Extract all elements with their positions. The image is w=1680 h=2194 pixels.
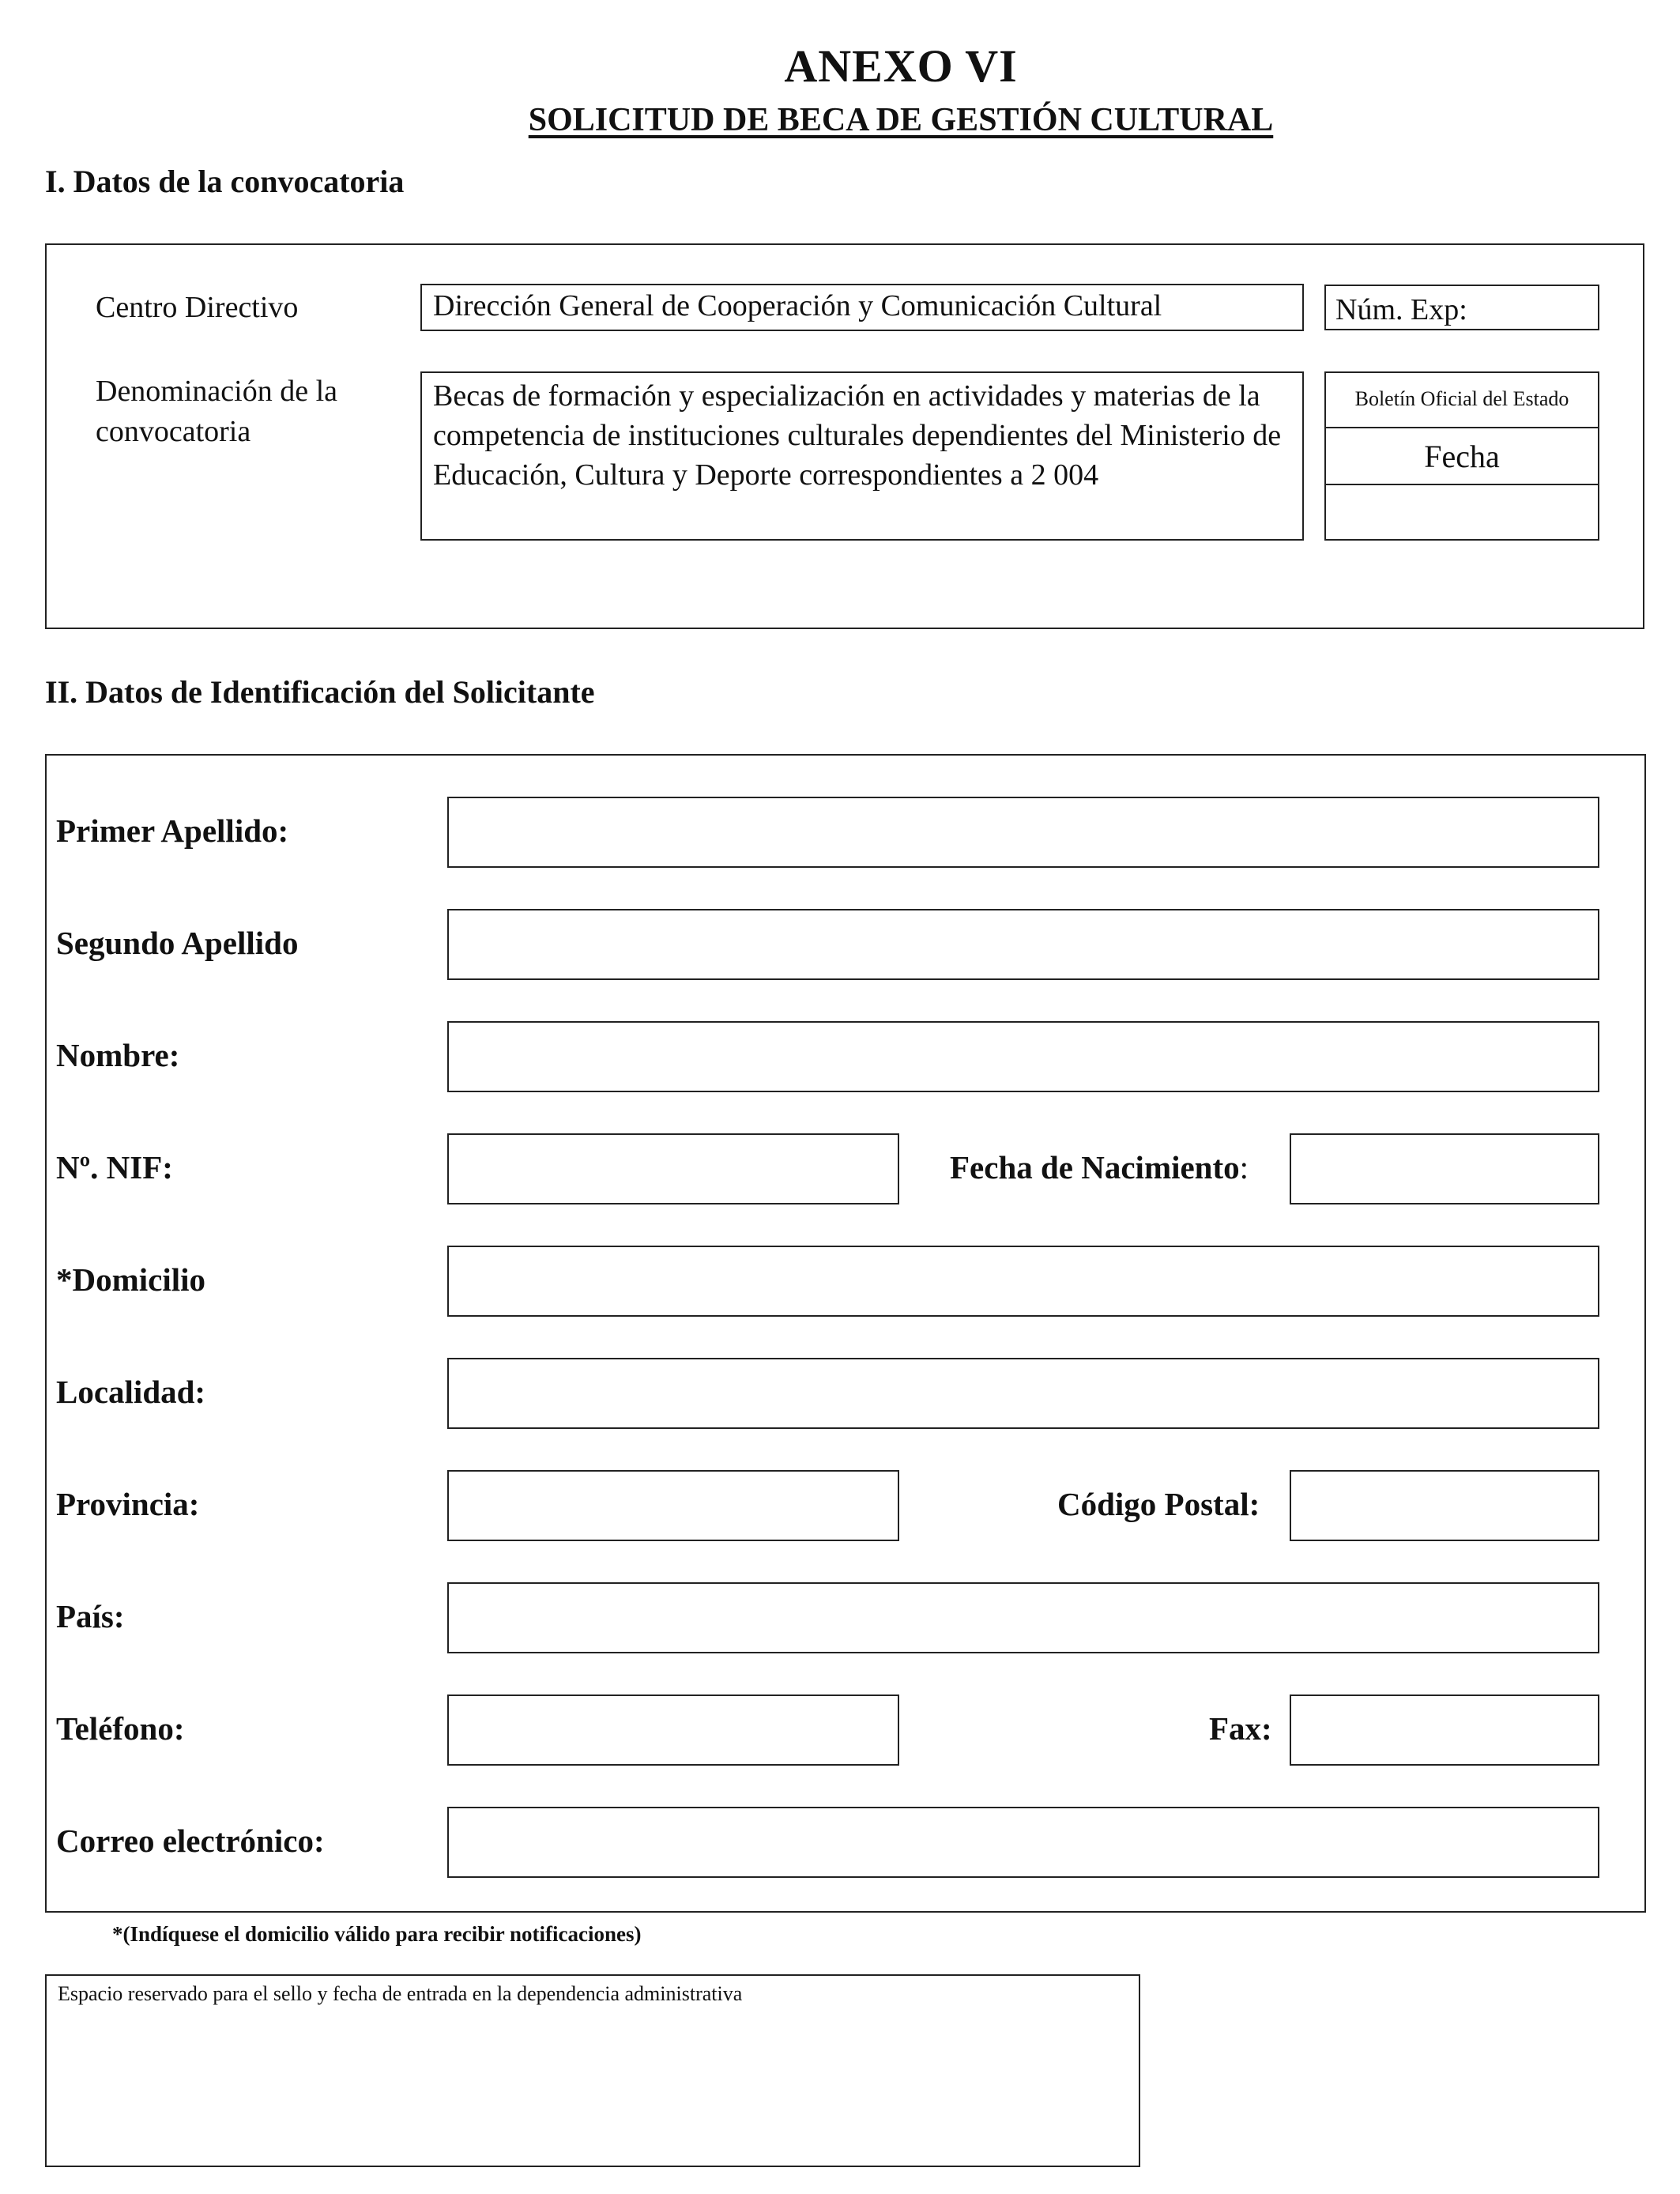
primer-apellido-input[interactable] (447, 797, 1599, 868)
domicilio-label: *Domicilio (56, 1261, 206, 1298)
telefono-input[interactable] (447, 1695, 899, 1766)
pais-label: País: (56, 1598, 125, 1634)
fecha-nacimiento-input[interactable] (1290, 1133, 1599, 1204)
denominacion-value: Becas de formación y especialización en actividades y materias de la competencia de instituciones culturales dependientes del Ministerio de Educación, Cultura y Deporte correspondientes a 2 004 (420, 371, 1304, 541)
fecha-nacimiento-colon: : (1239, 1149, 1249, 1186)
localidad-input[interactable] (447, 1358, 1599, 1429)
fax-input[interactable] (1290, 1695, 1599, 1766)
domicilio-footnote: *(Indíquese el domicilio válido para recibir notificaciones) (112, 1922, 642, 1946)
section-1-heading: I. Datos de la convocatoria (45, 164, 405, 199)
nif-label: Nº. NIF: (56, 1149, 173, 1186)
fecha-nacimiento-label (950, 1148, 1249, 1186)
boe-box (1324, 371, 1599, 541)
fax-label: Fax: (1209, 1710, 1272, 1747)
localidad-label: Localidad: (56, 1374, 206, 1410)
nombre-input[interactable] (447, 1021, 1599, 1092)
codigo-postal-label: Código Postal: (1057, 1486, 1260, 1522)
primer-apellido-label: Primer Apellido: (56, 812, 289, 849)
boe-fecha-input[interactable] (1329, 488, 1598, 537)
document-subtitle: SOLICITUD DE BECA DE GESTIÓN CULTURAL (528, 102, 1274, 138)
fecha-nacimiento-text: Fecha de Nacimiento (950, 1149, 1240, 1186)
centro-directivo-value: Dirección General de Cooperación y Comunicación Cultural (420, 284, 1304, 331)
nif-input[interactable] (447, 1133, 899, 1204)
domicilio-input[interactable] (447, 1246, 1599, 1317)
boe-label: Boletín Oficial del Estado (1354, 387, 1569, 410)
stamp-box (45, 1974, 1140, 2167)
boe-divider (1326, 484, 1598, 485)
centro-directivo-label: Centro Directivo (96, 291, 299, 324)
boe-fecha-label: Fecha (1424, 439, 1500, 474)
nombre-label: Nombre: (56, 1037, 180, 1073)
stamp-box-label: Espacio reservado para el sello y fecha de entrada en la dependencia administrativa (58, 1982, 743, 2005)
document-title: ANEXO VI (784, 40, 1018, 92)
correo-input[interactable] (447, 1807, 1599, 1878)
num-exp-field[interactable] (1324, 285, 1599, 330)
segundo-apellido-label: Segundo Apellido (56, 925, 299, 961)
section-2-heading: II. Datos de Identificación del Solicitante (45, 674, 595, 710)
provincia-input[interactable] (447, 1470, 899, 1541)
segundo-apellido-input[interactable] (447, 909, 1599, 980)
codigo-postal-input[interactable] (1290, 1470, 1599, 1541)
correo-label: Correo electrónico: (56, 1823, 325, 1859)
provincia-label: Provincia: (56, 1486, 200, 1522)
boe-divider (1326, 427, 1598, 428)
telefono-label: Teléfono: (56, 1710, 185, 1747)
num-exp-label: Núm. Exp: (1335, 293, 1467, 326)
pais-input[interactable] (447, 1582, 1599, 1653)
denominacion-label: Denominación de la convocatoria (96, 375, 338, 448)
